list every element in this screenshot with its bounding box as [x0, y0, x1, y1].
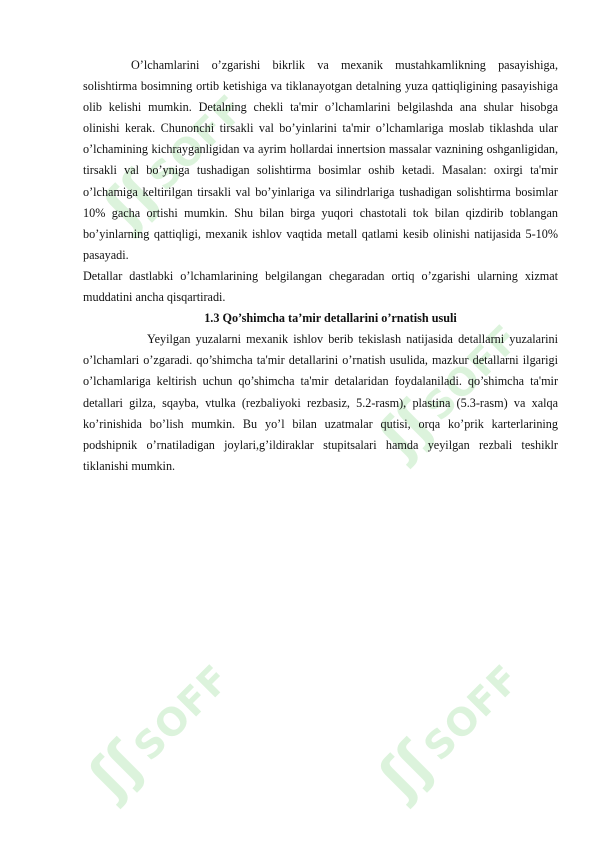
- watermark-logo: ʃʃ SOFF: [77, 656, 239, 810]
- document-body: [83, 55, 558, 477]
- paragraph-dimension-changes: O’lchamlarini o’zgarishi bikrlik va mexanik mustahkamlikning pasayishiga, solishtirma bosimning ortib ketishiga va tiklanayotgan detalning yuza qattiqligining pasayishiga olib kelishi mumkin. Detalning chekli ta'mir o’lchamlarini belgilashda ana shular hisobga olinishi kerak. Chunonchi tirsakli val bo’yinlarini ta'mir o’lchamlariga moslab tiklashda ular o’lchamining kichrayganligidan va ayrim hollardai innertsion massalar vaznining oshganligidan, tirsakli val bo’yniga tushadigan solishtirma bosimlar oshib ketadi. Masalan: oxirgi ta'mir o’lchamiga keltirilgan tirsakli val bo’yinlariga va silindrlariga tushadigan solishtirma bosimlar 10% gacha ortishi mumkin. Shu bilan birga yuqori chastotali tok bilan qizdirib toblangan bo’yinlarning qattiqligi, mexanik ishlov vaqtida metall qatlami kesib olinishi natijasida 5-10% pasayadi.: [83, 58, 558, 262]
- paragraph-service-life: Detallar dastlabki o’lchamlarining belgilangan chegaradan ortiq o’zgarishi ularning xizmat muddatini ancha qisqartiradi.: [83, 268, 558, 305]
- watermark-logo: ʃʃ SOFF: [92, 86, 254, 240]
- paragraph-repair-parts: Yeyilgan yuzalarni mexanik ishlov berib tekislash natijasida detallarni yuzalarini o’lchamlari o’zgaradi. qo’shimcha ta'mir detallarini o’rnatish usulida, mazkur detallarni ilgarigi o’lchamlariga keltirish uchun qo’shimcha ta'mir detalaridan foydalaniladi. qo’shimcha ta'mir detallari gilza, sqayba, vtulka (rezbaliyoki rezbasiz, 5.2-rasm), plastina (5.3-rasm) va xalqa ko’rinishida bo’lish mumkin. Bu yo’l bilan uzatmalar qutisi, orqa ko’prik karterlarining podshipnik o’rnatiladigan joylari,g’ildiraklar stupitsalari hamda yeyilgan rezbali teshiklr tiklanishi mumkin.: [83, 332, 558, 473]
- watermark-logo: ʃʃ SOFF: [367, 316, 529, 470]
- watermark-logo: ʃʃ SOFF: [367, 656, 529, 810]
- section-heading: 1.3 Qo’shimcha ta’mir detallarini o’rnatish usuli: [204, 311, 457, 326]
